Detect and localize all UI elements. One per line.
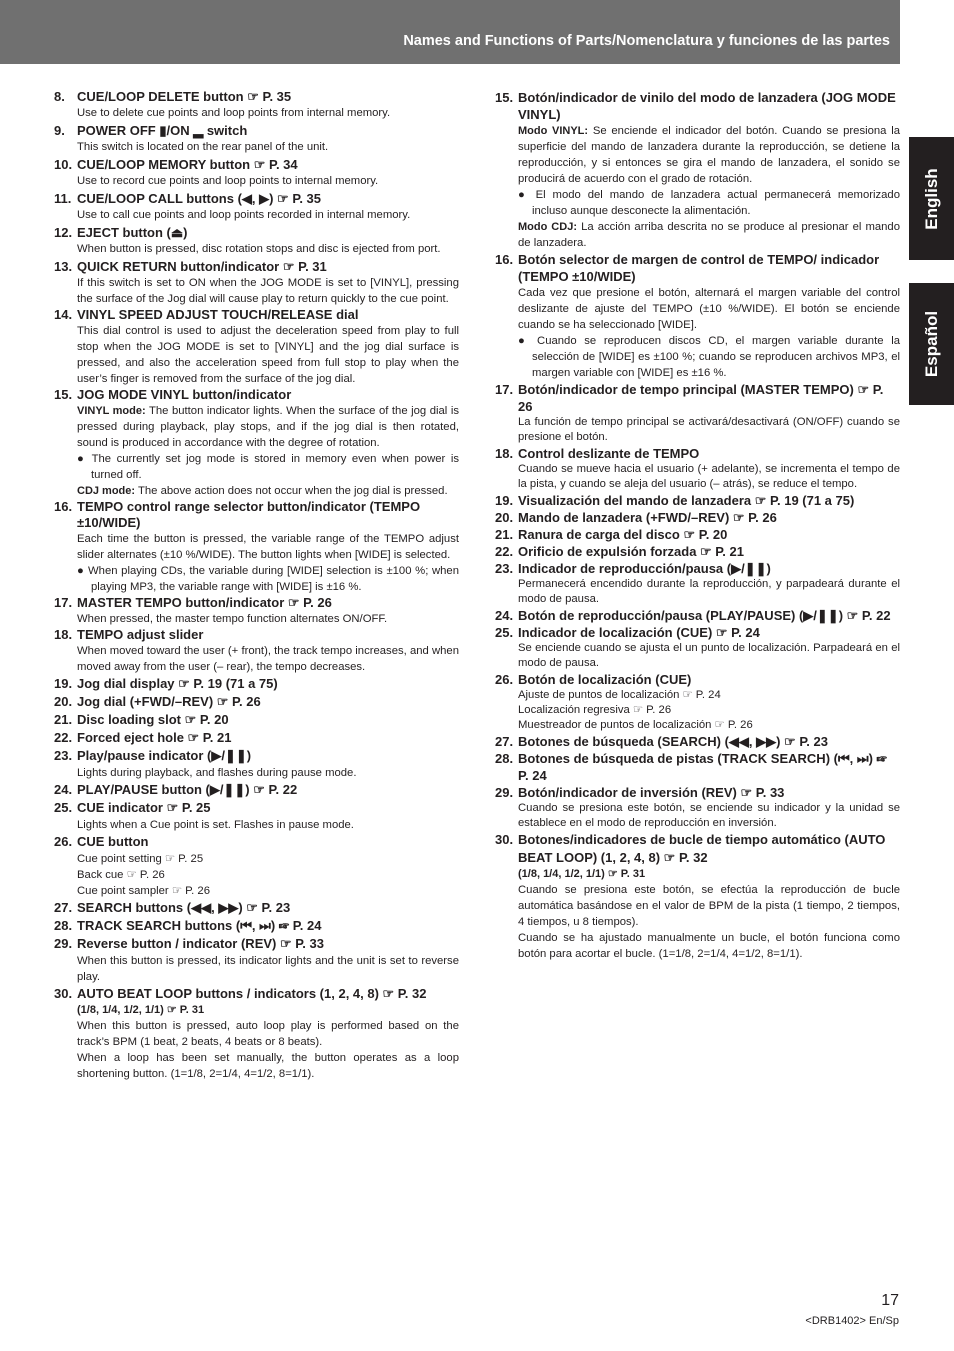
list-item: 30. AUTO BEAT LOOP buttons / indicators (1, 2, 4, 8) ☞ P. 32 (1/8, 1/4, 1/2, 1/1) ☞ P. 31 When this button is pressed, auto loop play is performed based on the track’s BPM (1 beat, 2 beats, 4 beats or 8 beats). When a loop has been set manually, the button operates as a loop shortening button. (1=1/8, 2=1/4, 4=1/2, 8=1/1). xyxy=(54,986,459,1080)
list-item: 13. QUICK RETURN button/indicator ☞ P. 31 If this switch is set to ON when the JOG MODE is set to [VINYL], pressing the surface of the Jog dial will cause play to return quickly to the cue point. xyxy=(54,259,459,305)
page-section-title: Names and Functions of Parts/Nomenclatura y funciones de las partes xyxy=(403,33,890,49)
list-item: 18. TEMPO adjust slider When moved toward the user (+ front), the track tempo increases, and when moved away from the user (– rear), the tempo decreases. xyxy=(54,627,459,673)
list-item: 23. Play/pause indicator (▶/❚❚) Lights during playback, and flashes during pause mode. xyxy=(54,748,357,779)
list-item: 14. VINYL SPEED ADJUST TOUCH/RELEASE dial This dial control is used to adjust the deceleration speed from play to full stop when the JOG MODE is set to [VINYL] and the jog dial surface is pressed, and also the acceleration speed from full stop to play when the user’s finger is removed from the surface of the jog dial. xyxy=(54,307,459,385)
page-number: 17 xyxy=(881,1292,899,1309)
language-tab-english: English xyxy=(909,137,954,260)
list-item: 26. CUE button Cue point setting ☞ P. 25 Back cue ☞ P. 26 Cue point sampler ☞ P. 26 xyxy=(54,834,211,897)
list-item: 21. Disc loading slot ☞ P. 20 xyxy=(54,712,229,727)
list-item: 24. Botón de reproducción/pausa (PLAY/PAUSE) (▶/❚❚) ☞ P. 22 xyxy=(495,608,891,623)
list-item: 19. Visualización del mando de lanzadera ☞ P. 19 (71 a 75) xyxy=(495,493,855,508)
list-item: 26. Botón de localización (CUE) Ajuste de puntos de localización ☞ P. 24 Localización regresiva ☞ P. 26 Muestreador de puntos de localización ☞ P. 26 xyxy=(495,672,753,731)
list-item: 9. POWER OFF ▮/ON ▂ switch This switch is located on the rear panel of the unit. xyxy=(54,123,329,153)
list-item: 20. Jog dial (+FWD/–REV) ☞ P. 26 xyxy=(54,694,261,709)
list-item: 17. Botón/indicador de tempo principal (MASTER TEMPO) ☞ P. 26 La función de tempo principal se activará/desactivará (ON/OFF) cuando se presione el botón. xyxy=(495,382,900,443)
list-item: 24. PLAY/PAUSE button (▶/❚❚) ☞ P. 22 xyxy=(54,782,298,797)
header-bar xyxy=(0,0,900,64)
spanish-column xyxy=(495,89,900,962)
list-item: 15. Botón/indicador de vinilo del modo de lanzadera (JOG MODE VINYL) Modo VINYL: Se enciende el indicador del botón. Cuando se presiona la superficie del mando de lanzadera durante la reproducción, se detiene la reproducción, y si entonces se gira el mando de lanzadera, el sonido se producirá de acuerdo con el grado de rotación. ● El modo del mando de lanzadera actual permanecerá memorizado incluso aunque desconecte la alimentación. Modo CDJ: La acción arriba descrita no se produce al presionar el mando de lanzadera. xyxy=(495,90,901,249)
list-item: 30. Botones/indicadores de bucle de tiempo automático (AUTO BEAT LOOP) (1, 2, 4, 8) ☞ P. 32 (1/8, 1/4, 1/2, 1/1) ☞ P. 31 Cuando se presiona este botón, se efectúa la reproducción de bucle automática basándose en el valor de BPM de la pista (1 tiempo, 2 tiempos, 4 tiempos, u 8 tiempos). Cuando se ha ajustado manualmente un bucle, el botón funciona como botón para acortar el bucle. (1=1/8, 2=1/4, 4=1/2, 8=1/1). xyxy=(495,832,900,960)
list-item: 28. TRACK SEARCH buttons (⏮, ⏭) ☞ P. 24 xyxy=(54,918,322,933)
list-item: 29. Botón/indicador de inversión (REV) ☞ P. 33 Cuando se presiona este botón, se enciende su indicador y la unidad se establece en el modo de reproducción en inversión. xyxy=(495,785,900,829)
list-item: 10. CUE/LOOP MEMORY button ☞ P. 34 Use to record cue points and loop points to internal memory. xyxy=(54,157,379,187)
list-item: 28. Botones de búsqueda de pistas (TRACK SEARCH) (⏮, ⏭) ☞ P. 24 xyxy=(495,751,887,783)
list-item: 17. MASTER TEMPO button/indicator ☞ P. 26 When pressed, the master tempo function alternates ON/OFF. xyxy=(54,595,388,625)
list-item: 22. Forced eject hole ☞ P. 21 xyxy=(54,730,232,745)
list-item: 18. Control deslizante de TEMPO Cuando se mueve hacia el usuario (+ adelante), se incrementa el tempo de la pista, y cuando se aleja del usuario (– atrás), se reduce el tempo. xyxy=(495,446,900,490)
english-column xyxy=(54,89,459,1082)
list-item: 25. CUE indicator ☞ P. 25 Lights when a Cue point is set. Flashes in pause mode. xyxy=(54,800,354,831)
list-item: 21. Ranura de carga del disco ☞ P. 20 xyxy=(495,527,728,542)
list-item: 27. Botones de búsqueda (SEARCH) (◀◀, ▶▶) ☞ P. 23 xyxy=(495,734,828,749)
list-item: 19. Jog dial display ☞ P. 19 (71 a 75) xyxy=(54,676,278,691)
list-item: 23. Indicador de reproducción/pausa (▶/❚❚) Permanecerá encendido durante la reproducción, y parpadeará durante el modo de pausa. xyxy=(495,561,900,605)
list-item: 12. EJECT button (⏏) When button is pressed, disc rotation stops and disc is ejected from port. xyxy=(54,225,441,255)
list-item: 11. CUE/LOOP CALL buttons (◀, ▶) ☞ P. 35 Use to call cue points and loop points recorded in internal memory. xyxy=(54,191,411,221)
language-tab-espanol: Español xyxy=(909,283,954,405)
list-item: 25. Indicador de localización (CUE) ☞ P. 24 Se enciende cuando se ajusta el un punto de localización. Parpadeará en el modo de pausa. xyxy=(495,625,900,669)
list-item: 20. Mando de lanzadera (+FWD/–REV) ☞ P. 26 xyxy=(495,510,777,525)
list-item: 22. Orificio de expulsión forzada ☞ P. 21 xyxy=(495,544,744,559)
list-item: 29. Reverse button / indicator (REV) ☞ P. 33 When this button is pressed, its indicator lights and the unit is set to reverse play. xyxy=(54,936,459,983)
list-item: 8. CUE/LOOP DELETE button ☞ P. 35 Use to delete cue points and loop points from internal memory. xyxy=(54,89,391,119)
list-item: 16. Botón selector de margen de control de TEMPO/ indicador (TEMPO ±10/WIDE) Cada vez que presione el botón, alternará el margen variable del control deslizante de ajuste del TEMPO (±10 %/WIDE). El botón se enciende cuando se ha seleccionado [WIDE]. ● Cuando se reproducen discos CD, el margen variable durante la selección de [WIDE] es ±100 %; cuando se reproducen archivos MP3, el margen variable con [WIDE] es ±16 %. xyxy=(495,252,900,379)
list-item: 16. TEMPO control range selector button/indicator (TEMPO ±10/WIDE) Each time the button is pressed, the variable range of the TEMPO adjust slider alternates (±10 %/WIDE). The button lights when [WIDE] is selected. ● When playing CDs, the variable during [WIDE] selection is ±100 %; when playing MP3, the variable range with [WIDE] is ±16 %. xyxy=(54,499,459,593)
document-code: <DRB1402> En/Sp xyxy=(805,1315,899,1327)
list-item: 15. JOG MODE VINYL button/indicator VINYL mode: The button indicator lights. When the surface of the jog dial is pressed during playback, play stops, and if the jog dial is then rotated, sound is produced in accordance with the degree of rotation. ● The currently set jog mode is stored in memory even when power is turned off. CDJ mode: The above action does not occur when the jog dial is pressed. xyxy=(54,387,459,497)
list-item: 27. SEARCH buttons (◀◀, ▶▶) ☞ P. 23 xyxy=(54,900,291,915)
